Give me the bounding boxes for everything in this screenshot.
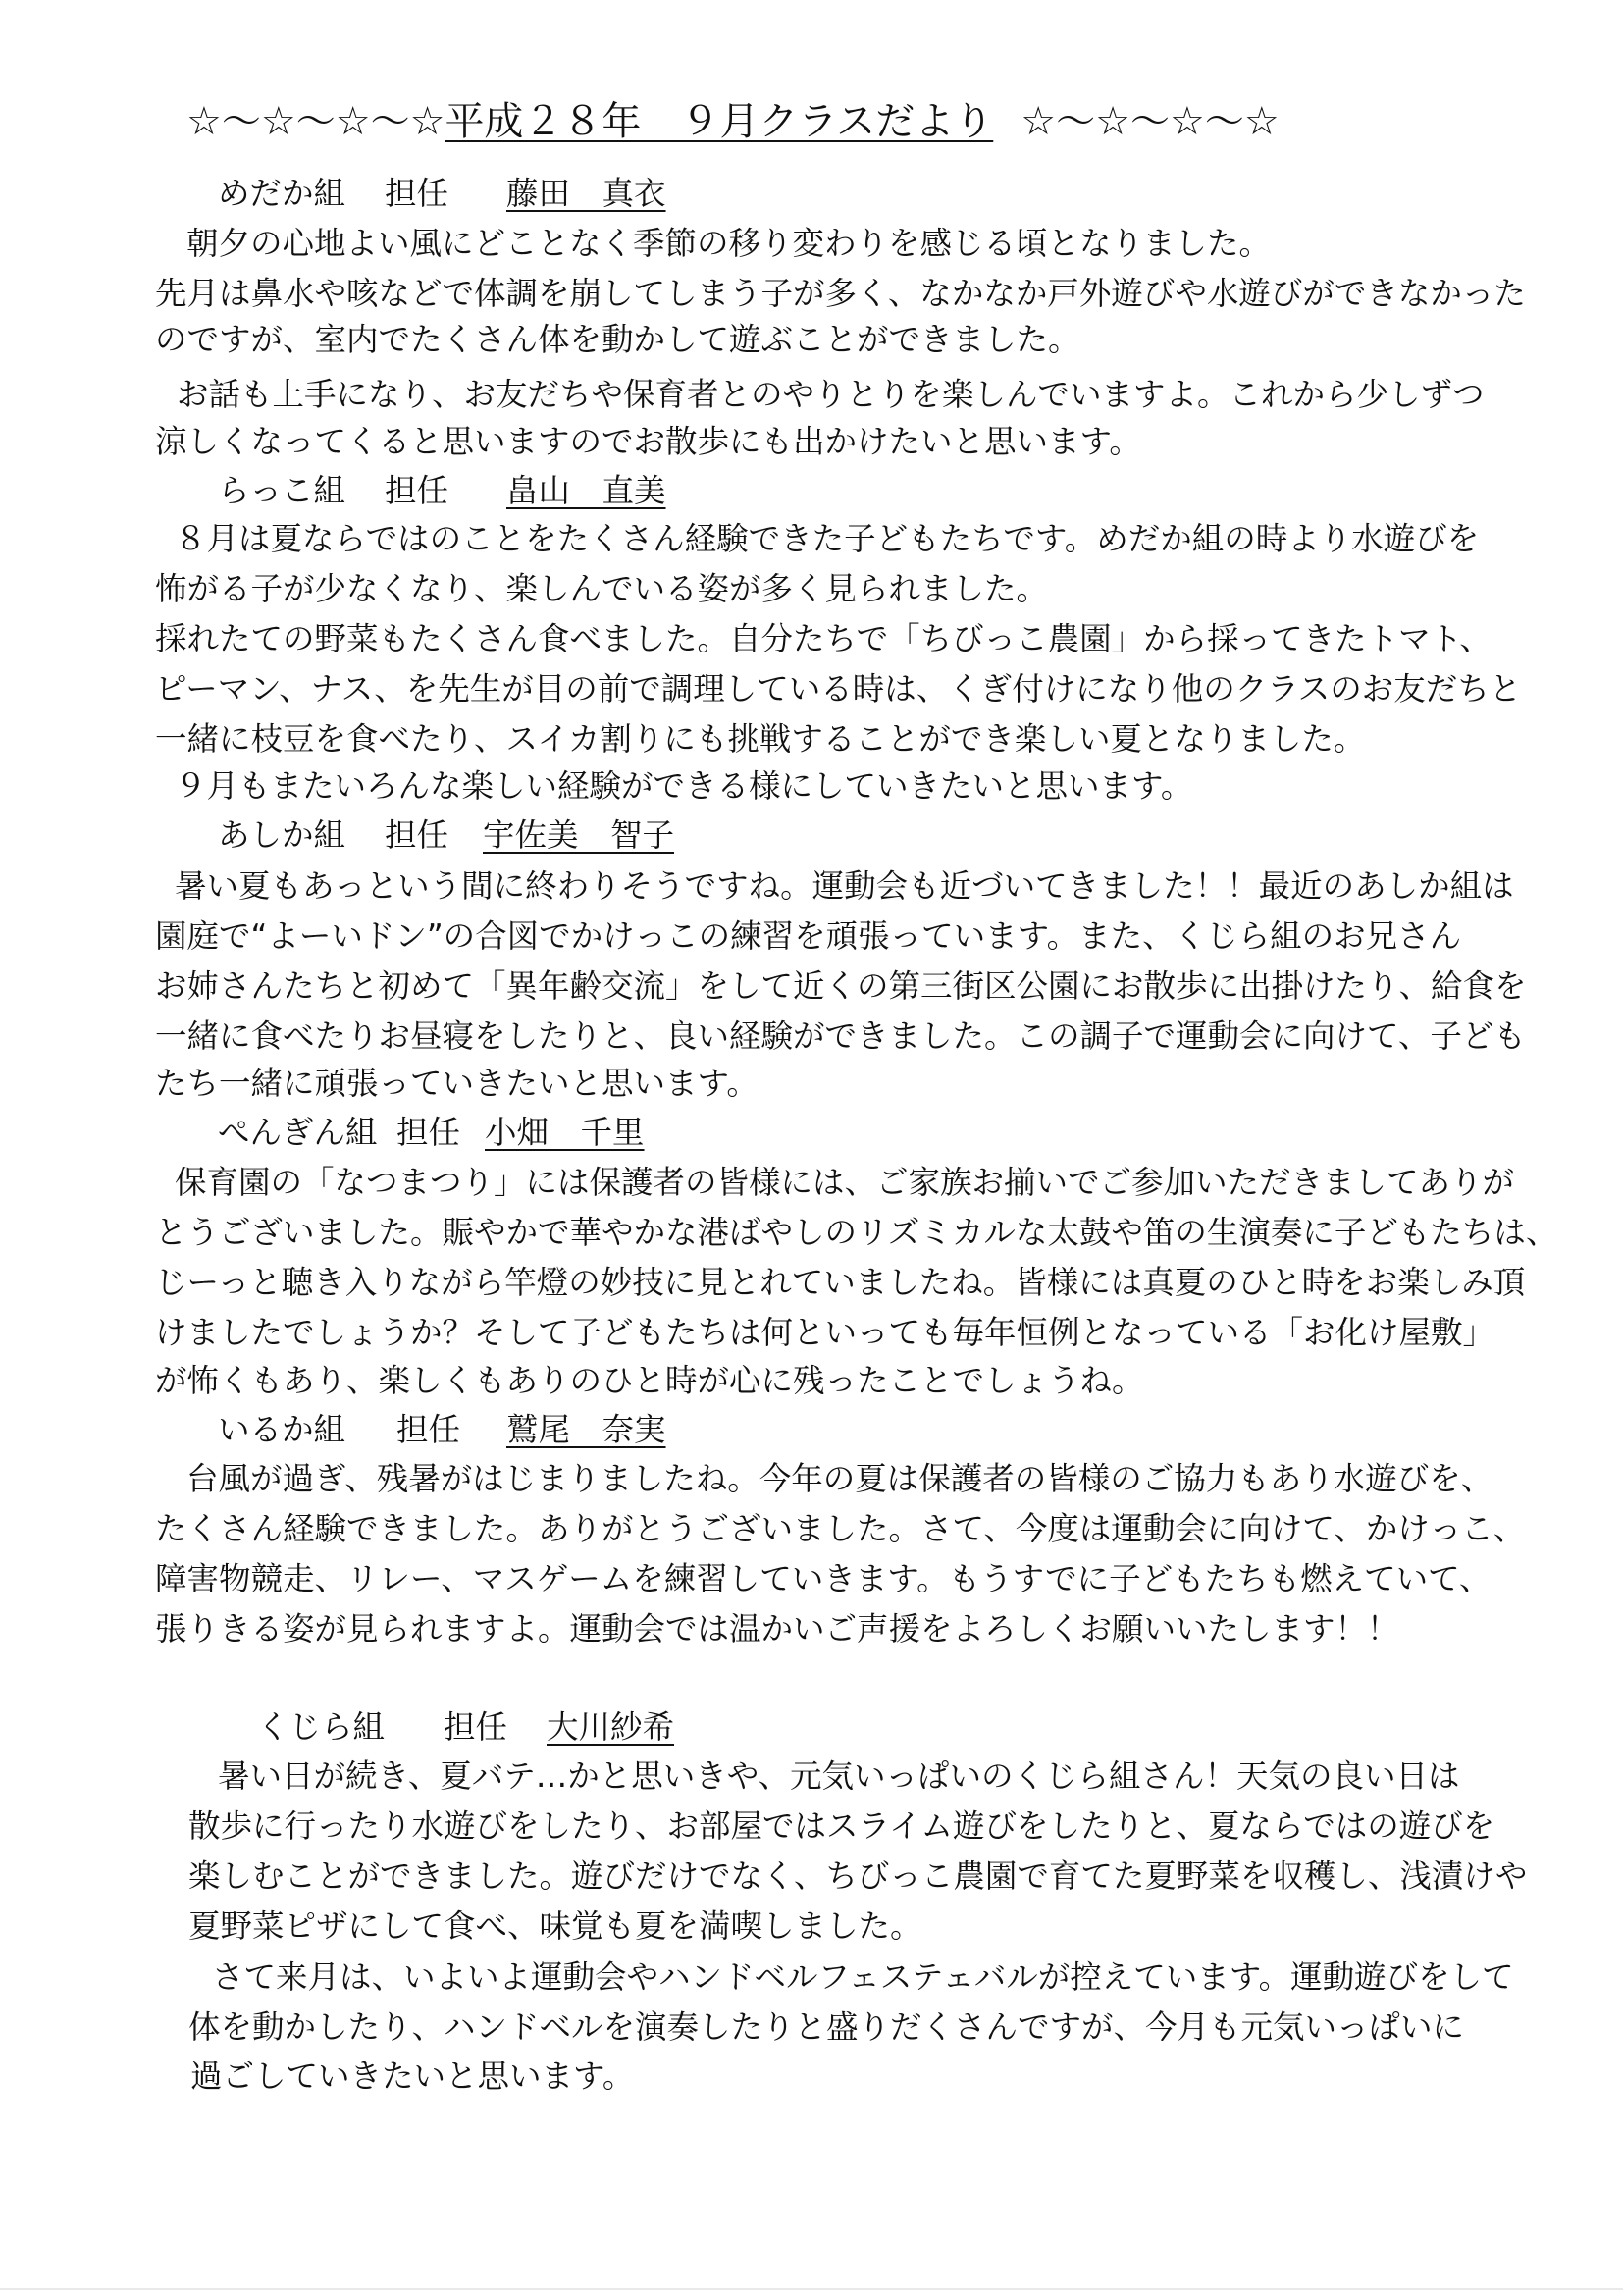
heading-underlined bbox=[218, 816, 674, 854]
teacher-role: 担任 bbox=[385, 175, 449, 212]
heading-underlined bbox=[218, 472, 666, 509]
paragraph-line: 怖がる子が少なくなり、楽しんでいる姿が多く見られました。 bbox=[155, 570, 1049, 607]
paragraph-line: 障害物競走、リレー、マスゲームを練習していきます。もうすでに子どもたちも燃えていて、 bbox=[155, 1560, 1492, 1597]
paragraph-line: が怖くもあり、楽しくもありのひと時が心に残ったことでしょうね。 bbox=[155, 1362, 1144, 1399]
paragraph-line: 朝夕の心地よい風にどことなく季節の移り変わりを感じる頃となりました。 bbox=[186, 225, 1272, 262]
section-heading-medaka bbox=[218, 172, 666, 215]
class-name: あしか組 bbox=[218, 816, 346, 854]
paragraph-line: 暑い夏もあっという間に終わりそうですね。運動会も近づいてきました！！最近のあしか組は bbox=[175, 867, 1514, 905]
paragraph-line: 夏野菜ピザにして食べ、味覚も夏を満喫しました。 bbox=[188, 1907, 922, 1945]
class-name: ぺんぎん組 bbox=[218, 1114, 378, 1151]
teacher-name: 鷲尾 奈実 bbox=[506, 1411, 666, 1448]
paragraph-line: 一緒に枝豆を食べたり、スイカ割りにも挑戦することができ楽しい夏となりました。 bbox=[155, 720, 1366, 757]
teacher-name: 大川紗希 bbox=[547, 1708, 675, 1746]
heading-underlined bbox=[218, 1114, 645, 1151]
paragraph-line: 保育園の「なつまつり」には保護者の皆様には、ご家族お揃いでご参加いただきましてありが bbox=[175, 1164, 1515, 1201]
teacher-name: 小畑 千里 bbox=[485, 1114, 645, 1151]
paragraph-line: 園庭で“よーいドン”の合図でかけっこの練習を頑張っています。また、くじら組のお兄さん bbox=[155, 917, 1462, 955]
teacher-role: 担任 bbox=[385, 472, 449, 509]
heading-underlined bbox=[218, 175, 666, 212]
section-heading-kujira bbox=[257, 1705, 674, 1748]
paragraph-line: ピーマン、ナス、を先生が目の前で調理している時は、くぎ付けになり他のクラスのお友だちと bbox=[155, 670, 1522, 707]
paragraph-line: 過ごしていきたいと思います。 bbox=[190, 2058, 635, 2095]
paragraph-line: 先月は鼻水や咳などで体調を崩してしまう子が多く、なかなか戸外遊びや水遊びができなかった bbox=[155, 275, 1526, 312]
class-name: めだか組 bbox=[218, 175, 346, 212]
paragraph-line: 一緒に食べたりお昼寝をしたりと、良い経験ができました。この調子で運動会に向けて、子ども bbox=[155, 1018, 1526, 1055]
paragraph-line: お話も上手になり、お友だちや保育者とのやりとりを楽しんでいますよ。これから少しずつ bbox=[177, 376, 1485, 413]
paragraph-line: 楽しむことができました。遊びだけでなく、ちびっこ農園で育てた夏野菜を収穫し、浅漬けや bbox=[188, 1857, 1528, 1895]
paragraph-line: とうございました。賑やかで華やかな港ばやしのリズミカルな太鼓や笛の生演奏に子どもたちは、 bbox=[155, 1214, 1558, 1251]
section-heading-ashika bbox=[218, 813, 674, 857]
teacher-role: 担任 bbox=[396, 1411, 461, 1448]
section-heading-rakko bbox=[218, 469, 666, 512]
teacher-role: 担任 bbox=[396, 1114, 461, 1151]
paragraph-line: ９月もまたいろんな楽しい経験ができる様にしていきたいと思います。 bbox=[175, 767, 1193, 805]
newsletter-title bbox=[186, 92, 1452, 151]
paragraph-line: たくさん経験できました。ありがとうございました。さて、今度は運動会に向けて、かけっこ、 bbox=[155, 1510, 1526, 1547]
heading-underlined bbox=[257, 1708, 674, 1746]
paragraph-line: 体を動かしたり、ハンドベルを演奏したりと盛りだくさんですが、今月も元気いっぱいに bbox=[188, 2009, 1465, 2046]
paragraph-line: けましたでしょうか？そして子どもたちは何といっても毎年恒例となっている「お化け屋敷」 bbox=[155, 1314, 1495, 1351]
teacher-role: 担任 bbox=[444, 1708, 508, 1746]
heading-underlined bbox=[218, 1411, 666, 1448]
teacher-role: 担任 bbox=[385, 816, 449, 854]
paragraph-line: 張りきる姿が見られますよ。運動会では温かいご声援をよろしくお願いいたします！！ bbox=[155, 1610, 1399, 1647]
paragraph-line: たち一緒に頑張っていきたいと思います。 bbox=[155, 1065, 759, 1102]
paragraph-line: お姉さんたちと初めて「異年齢交流」をして近くの第三街区公園にお散歩に出掛けたり、給食を bbox=[155, 967, 1527, 1005]
paragraph-line: さて来月は、いよいよ運動会やハンドベルフェステェバルが控えています。運動遊びをして bbox=[212, 1958, 1514, 1996]
paragraph-line: じーっと聴き入りながら竿燈の妙技に見とれていましたね。皆様には真夏のひと時をお楽しみ頂 bbox=[155, 1264, 1526, 1301]
teacher-name: 畠山 直美 bbox=[506, 472, 666, 509]
class-name: らっこ組 bbox=[218, 472, 346, 509]
paragraph-line: ８月は夏ならではのことをたくさん経験できた子どもたちです。めだか組の時より水遊びを bbox=[175, 520, 1480, 557]
title-right-decoration: ☆～☆～☆～☆ bbox=[1021, 99, 1280, 144]
paragraph-line: 採れたての野菜もたくさん食べました。自分たちで「ちびっこ農園」から採ってきたトマト、 bbox=[155, 620, 1492, 657]
class-name: いるか組 bbox=[218, 1411, 346, 1448]
teacher-name: 藤田 真衣 bbox=[506, 175, 666, 212]
section-heading-iruka bbox=[218, 1408, 666, 1451]
paragraph-line: のですが、室内でたくさん体を動かして遊ぶことができました。 bbox=[155, 321, 1080, 358]
paragraph-line: 涼しくなってくると思いますのでお散歩にも出かけたいと思います。 bbox=[155, 423, 1141, 460]
title-text: 平成２８年 ９月クラスだより bbox=[445, 99, 994, 144]
section-heading-pengin bbox=[218, 1111, 645, 1154]
teacher-name: 宇佐美 智子 bbox=[483, 816, 675, 854]
paragraph-line: 暑い日が続き、夏バテ…かと思いきや、元気いっぱいのくじら組さん！天気の良い日は bbox=[218, 1757, 1460, 1795]
page-bottom-edge bbox=[0, 2288, 1623, 2290]
class-name: くじら組 bbox=[257, 1708, 386, 1746]
title-left-decoration: ☆～☆～☆～☆ bbox=[186, 99, 445, 144]
paragraph-line: 散歩に行ったり水遊びをしたり、お部屋ではスライム遊びをしたりと、夏ならではの遊びを bbox=[188, 1807, 1495, 1845]
paragraph-line: 台風が過ぎ、残暑がはじまりましたね。今年の夏は保護者の皆様のご協力もあり水遊びを、 bbox=[186, 1460, 1493, 1497]
